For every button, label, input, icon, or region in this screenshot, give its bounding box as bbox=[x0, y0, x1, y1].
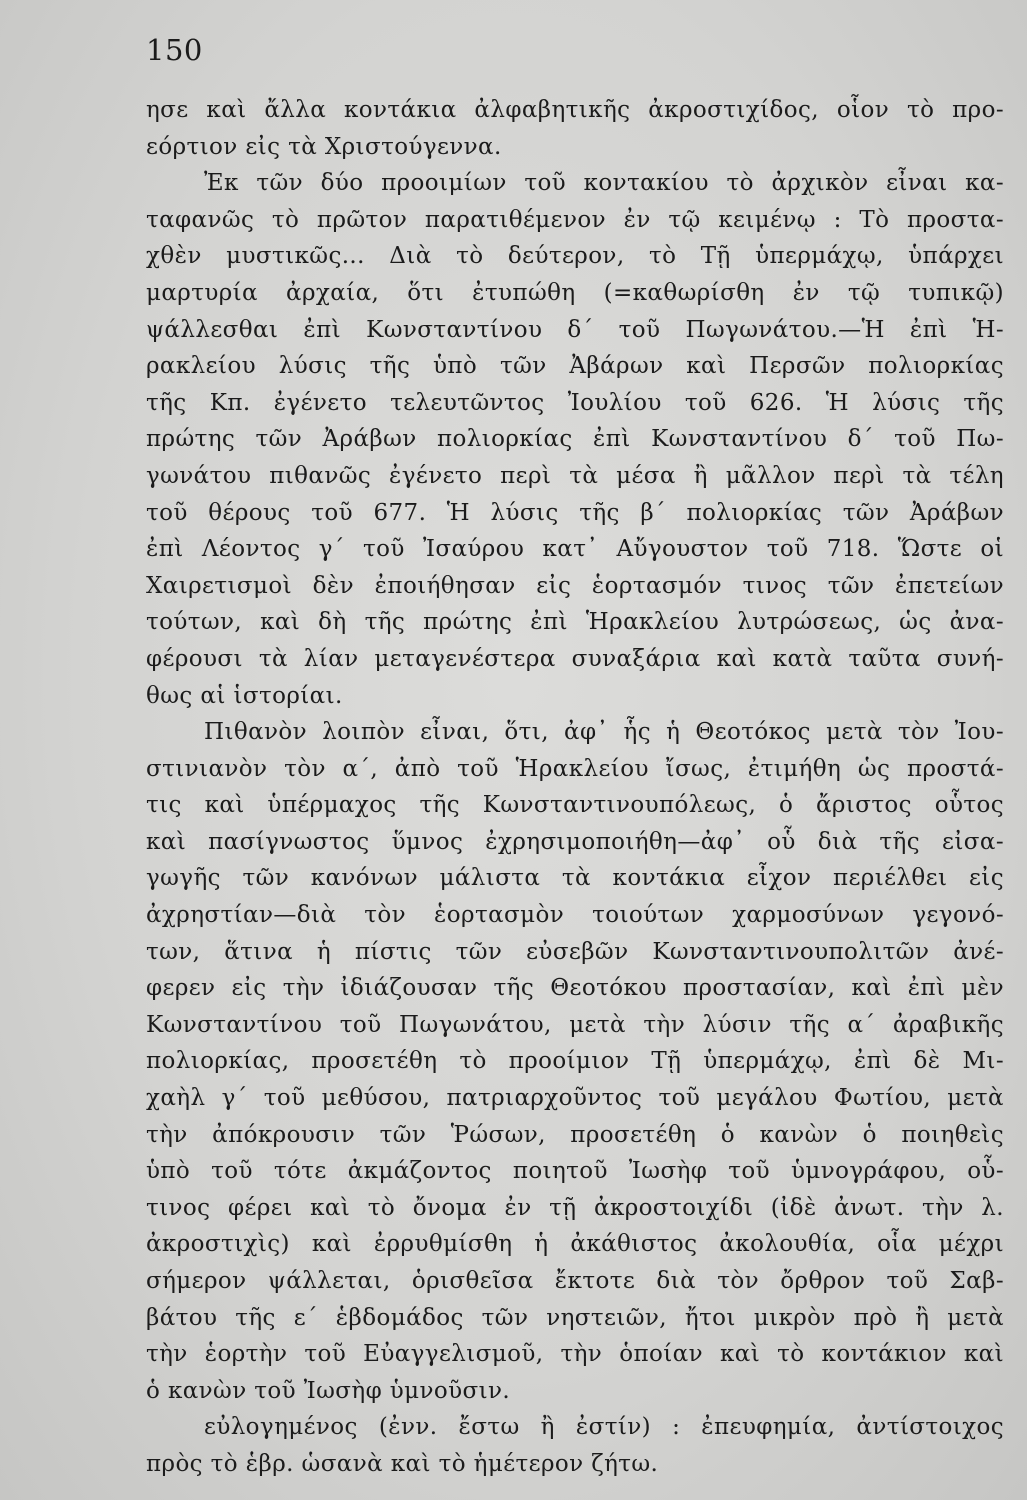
text-line: σήμερον ψάλλεται, ὁρισθεῖσα ἔκτοτε διὰ τὸν ὄρθρον τοῦ Σαβ- bbox=[146, 1268, 1004, 1294]
text-line: βάτου τῆς ε΄ ἑβδομάδος τῶν νηστειῶν, ἤτοι μικρὸν πρὸ ἢ μετὰ bbox=[146, 1304, 1004, 1331]
text-line: ὁ κανὼν τοῦ Ἰωσὴφ ὑμνοῦσιν. bbox=[146, 1377, 511, 1404]
text-line: ταφανῶς τὸ πρῶτον παρατιθέμενον ἐν τῷ κειμένῳ : Τὸ προστα- bbox=[146, 206, 1004, 233]
body-text bbox=[146, 92, 1004, 1483]
text-line: των, ἅτινα ἡ πίστις τῶν εὐσεβῶν Κωνσταντινουπολιτῶν ἀνέ- bbox=[146, 938, 1004, 965]
text-line: τῆς Κπ. ἐγένετο τελευτῶντος Ἰουλίου τοῦ 626. Ἡ λύσις τῆς bbox=[146, 389, 1004, 416]
text-line: μαρτυρία ἀρχαία, ὅτι ἐτυπώθη (=καθωρίσθη ἐν τῷ τυπικῷ) bbox=[146, 279, 1004, 306]
text-line: Ἐκ τῶν δύο προοιμίων τοῦ κοντακίου τὸ ἀρχικὸν εἶναι κα- bbox=[204, 170, 1004, 197]
text-line: γωνάτου πιθανῶς ἐγένετο περὶ τὰ μέσα ἢ μᾶλλον περὶ τὰ τέλη bbox=[146, 462, 1004, 489]
text-line: χαὴλ γ΄ τοῦ μεθύσου, πατριαρχοῦντος τοῦ μεγάλου Φωτίου, μετὰ bbox=[146, 1085, 1004, 1112]
text-line: ρακλείου λύσις τῆς ὑπὸ τῶν Ἀβάρων καὶ Περσῶν πολιορκίας bbox=[146, 353, 1004, 380]
text-line: τούτων, καὶ δὴ τῆς πρώτης ἐπὶ Ἡρακλείου λυτρώσεως, ὡς ἀνα- bbox=[146, 609, 1004, 636]
text-line: στινιανὸν τὸν α΄, ἀπὸ τοῦ Ἡρακλείου ἴσως, ἐτιμήθη ὡς προστά- bbox=[146, 755, 1004, 782]
text-line: θως αἱ ἱστορίαι. bbox=[146, 682, 343, 709]
text-line: τοῦ θέρους τοῦ 677. Ἡ λύσις τῆς β΄ πολιορκίας τῶν Ἀράβων bbox=[146, 499, 1004, 526]
text-line: φερεν εἰς τὴν ἰδιάζουσαν τῆς Θεοτόκου προστασίαν, καὶ ἐπὶ μὲν bbox=[146, 975, 1004, 1002]
text-line: γωγῆς τῶν κανόνων μάλιστα τὰ κοντάκια εἶχον περιέλθει εἰς bbox=[146, 865, 1004, 892]
text-line: πολιορκίας, προσετέθη τὸ προοίμιον Τῇ ὑπερμάχῳ, ἐπὶ δὲ Μι- bbox=[146, 1048, 1004, 1075]
text-line: Πιθανὸν λοιπὸν εἶναι, ὅτι, ἀφ᾽ ἧς ἡ Θεοτόκος μετὰ τὸν Ἰου- bbox=[204, 719, 1004, 746]
text-line: πρὸς τὸ ἑβρ. ὡσανὰ καὶ τὸ ἡμέτερον ζήτω. bbox=[146, 1450, 659, 1477]
text-line: πρώτης τῶν Ἀράβων πολιορκίας ἐπὶ Κωνσταντίνου δ΄ τοῦ Πω- bbox=[146, 426, 1004, 453]
text-line: τὴν ἀπόκρουσιν τῶν Ῥώσων, προσετέθη ὁ κανὼν ὁ ποιηθεὶς bbox=[146, 1121, 1004, 1148]
text-line: Κωνσταντίνου τοῦ Πωγωνάτου, μετὰ τὴν λύσιν τῆς α΄ ἀραβικῆς bbox=[146, 1011, 1004, 1038]
text-line: ἐπὶ Λέοντος γ΄ τοῦ Ἰσαύρου κατ᾽ Αὔγουστον τοῦ 718. Ὥστε οἱ bbox=[146, 536, 1004, 563]
text-line: ἀχρηστίαν—διὰ τὸν ἑορτασμὸν τοιούτων χαρμοσύνων γεγονό- bbox=[146, 902, 1004, 929]
text-line: τις καὶ ὑπέρμαχος τῆς Κωνσταντινουπόλεως, ὁ ἄριστος οὗτος bbox=[146, 792, 1004, 819]
text-line: εόρτιον εἰς τὰ Χριστούγεννα. bbox=[146, 133, 502, 160]
text-line: ἀκροστιχὶς) καὶ ἐρρυθμίσθη ἡ ἀκάθιστος ἀκολουθία, οἷα μέχρι bbox=[146, 1231, 1004, 1258]
text-line: ψάλλεσθαι ἐπὶ Κωνσταντίνου δ΄ τοῦ Πωγωνάτου.—Ἡ ἐπὶ Ἡ- bbox=[146, 316, 1004, 343]
page-number: 150 bbox=[146, 33, 203, 67]
text-line: ησε καὶ ἄλλα κοντάκια ἀλφαβητικῆς ἀκροστιχίδος, οἷον τὸ προ- bbox=[146, 97, 1004, 123]
text-line: τὴν ἑορτὴν τοῦ Εὐαγγελισμοῦ, τὴν ὁποίαν καὶ τὸ κοντάκιον καὶ bbox=[146, 1341, 1004, 1368]
text-line: ὑπὸ τοῦ τότε ἀκμάζοντος ποιητοῦ Ἰωσὴφ τοῦ ὑμνογράφου, οὗ- bbox=[146, 1158, 1004, 1185]
text-line: καὶ πασίγνωστος ὕμνος ἐχρησιμοποιήθη—ἀφ᾽ οὗ διὰ τῆς εἰσα- bbox=[146, 828, 1004, 855]
text-line: εὐλογημένος (ἐνν. ἔστω ἢ ἐστίν) : ἐπευφημία, ἀντίστοιχος bbox=[204, 1414, 1004, 1441]
text-line: φέρουσι τὰ λίαν μεταγενέστερα συναξάρια καὶ κατὰ ταῦτα συνή- bbox=[146, 645, 1004, 672]
text-line: τινος φέρει καὶ τὸ ὄνομα ἐν τῇ ἀκροστοιχίδι (ἰδὲ ἀνωτ. τὴν λ. bbox=[146, 1194, 1004, 1221]
text-line: χθὲν μυστικῶς... Διὰ τὸ δεύτερον, τὸ Τῇ ὑπερμάχῳ, ὑπάρχει bbox=[146, 243, 1004, 270]
text-line: Χαιρετισμοὶ δὲν ἐποιήθησαν εἰς ἑορτασμόν τινος τῶν ἐπετείων bbox=[146, 572, 1004, 599]
